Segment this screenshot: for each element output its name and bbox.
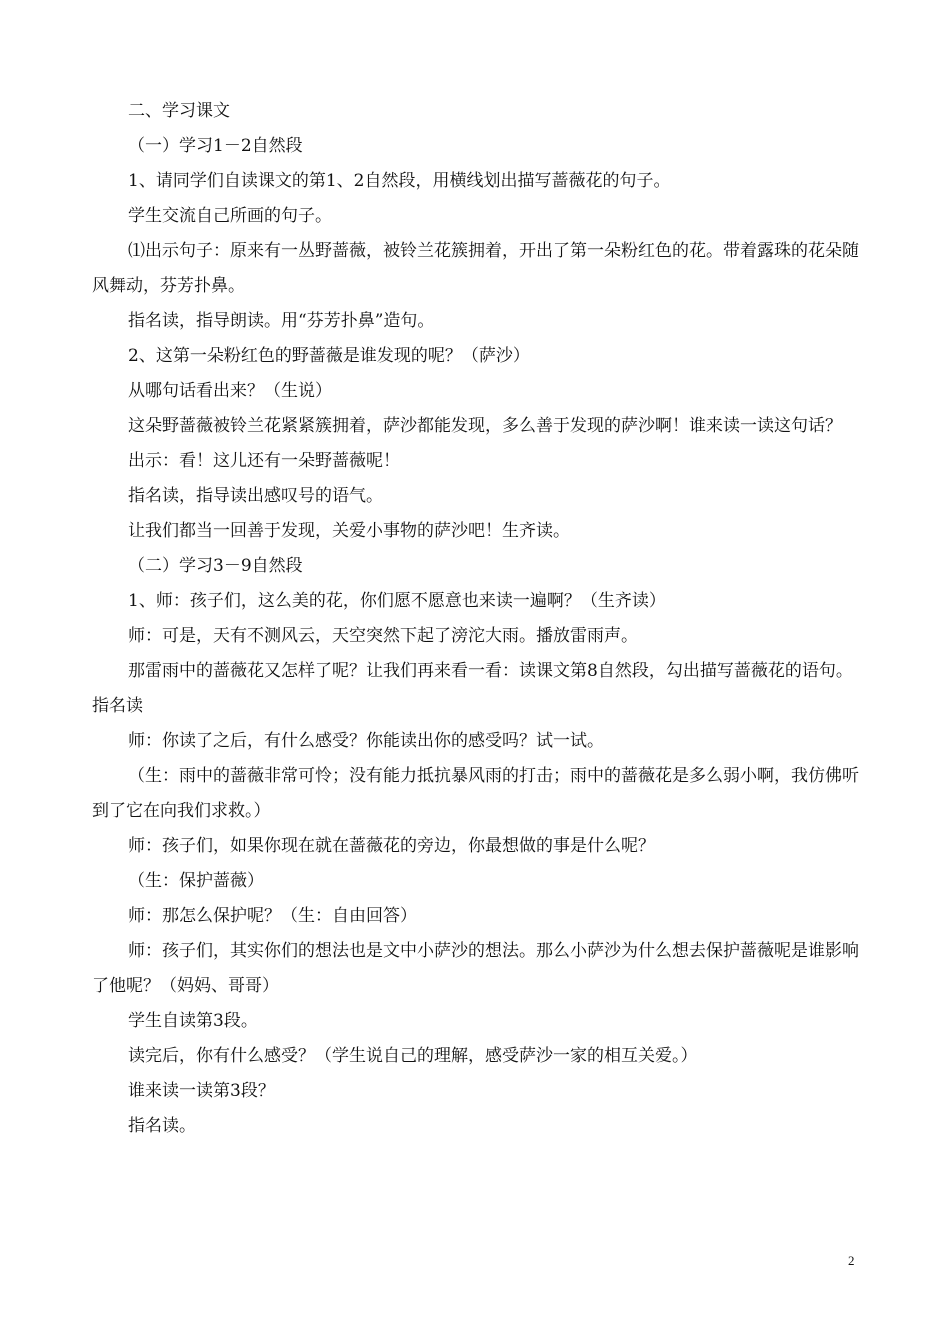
paragraph: 指名读，指导读出感叹号的语气。 — [128, 486, 383, 506]
paragraph: 师：孩子们，如果你现在就在蔷薇花的旁边，你最想做的事是什么呢？ — [128, 836, 655, 856]
paragraph: 指名读，指导朗读。用“芬芳扑鼻”造句。 — [128, 311, 435, 331]
paragraph: 谁来读一读第3段？ — [128, 1081, 275, 1101]
paragraph: 1、师：孩子们，这么美的花，你们愿不愿意也来读一遍啊？（生齐读） — [128, 591, 666, 611]
paragraph: 学生自读第3段。 — [128, 1011, 258, 1031]
paragraph: 师：你读了之后，有什么感受？你能读出你的感受吗？试一试。 — [128, 731, 604, 751]
paragraph: 师：可是，天有不测风云，天空突然下起了滂沱大雨。播放雷雨声。 — [128, 626, 638, 646]
page-number: 2 — [848, 1253, 855, 1268]
paragraph: 从哪句话看出来？（生说） — [128, 381, 332, 401]
paragraph: 让我们都当一回善于发现，关爱小事物的萨沙吧！生齐读。 — [128, 521, 570, 541]
paragraph: 1、请同学们自读课文的第1、2自然段，用横线划出描写蔷薇花的句子。 — [128, 171, 671, 191]
paragraph: ⑴出示句子：原来有一丛野蔷薇，被铃兰花簇拥着，开出了第一朵粉红色的花。带着露珠的花朵随风舞动，芬芳扑鼻。 — [92, 241, 859, 296]
subsection-heading: （一）学习1－2自然段 — [128, 136, 303, 156]
paragraph: （生：雨中的蔷薇非常可怜；没有能力抵抗暴风雨的打击；雨中的蔷薇花是多么弱小啊，我仿佛听到了它在向我们求救。） — [92, 766, 859, 821]
paragraph: 读完后，你有什么感受？（学生说自己的理解，感受萨沙一家的相互关爱。） — [128, 1046, 698, 1066]
paragraph: 这朵野蔷薇被铃兰花紧紧簇拥着，萨沙都能发现，多么善于发现的萨沙啊！谁来读一读这句话？ — [128, 416, 842, 436]
paragraph: 2、这第一朵粉红色的野蔷薇是谁发现的呢？（萨沙） — [128, 346, 530, 366]
document-body — [92, 94, 862, 1144]
paragraph: （生：保护蔷薇） — [128, 871, 264, 891]
subsection-heading: （二）学习3－9自然段 — [128, 556, 303, 576]
paragraph: 师：那怎么保护呢？（生：自由回答） — [128, 906, 417, 926]
paragraph: 指名读。 — [128, 1116, 196, 1136]
paragraph: 那雷雨中的蔷薇花又怎样了呢？让我们再来看一看：读课文第8自然段，勾出描写蔷薇花的语句。指名读 — [92, 661, 853, 716]
paragraph: 师：孩子们，其实你们的想法也是文中小萨沙的想法。那么小萨沙为什么想去保护蔷薇呢是谁影响了他呢？（妈妈、哥哥） — [92, 941, 859, 996]
paragraph: 出示：看！这儿还有一朵野蔷薇呢！ — [128, 451, 400, 471]
section-heading: 二、学习课文 — [128, 101, 230, 121]
paragraph: 学生交流自己所画的句子。 — [128, 206, 332, 226]
